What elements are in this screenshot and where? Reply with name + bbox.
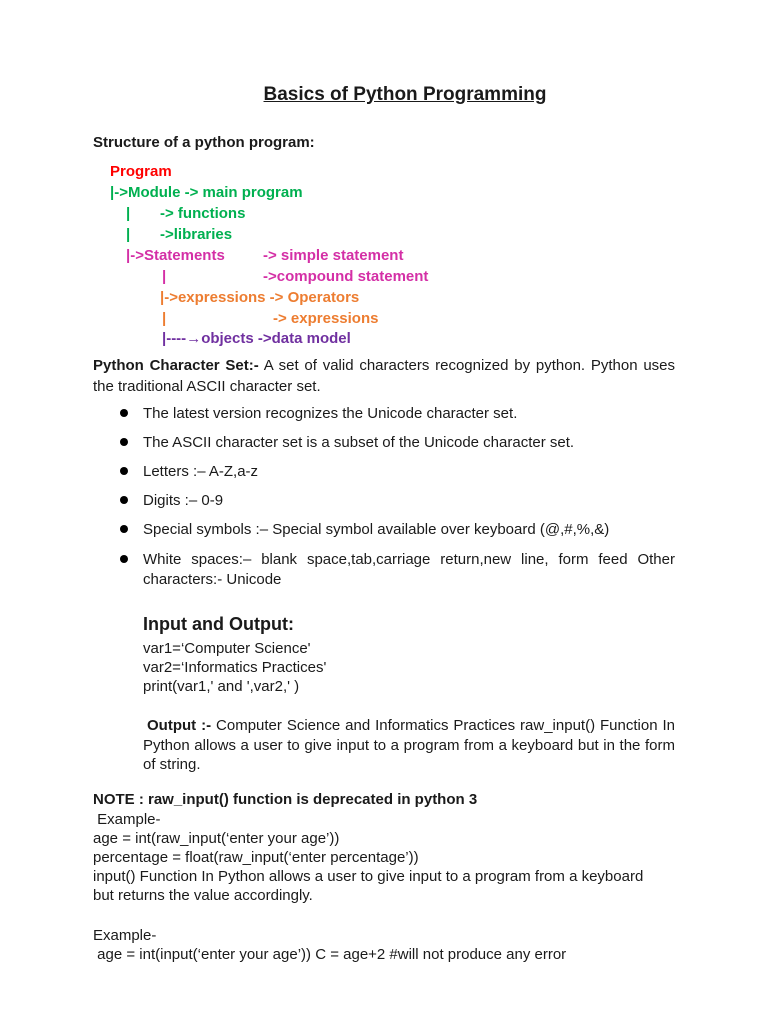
list-item: Letters :– A-Z,a-z (143, 463, 259, 480)
example2-code: age = int(input(‘enter your age’)) C = age+2 #will not produce any error (93, 946, 567, 963)
example-line: age = int(raw_input(‘enter your age’)) (93, 830, 340, 847)
charset-text: A set of valid characters recognized by python. Python uses the traditional ASCII character set. (93, 357, 675, 395)
list-item: The latest version recognizes the Unicode character set. (143, 405, 518, 422)
bullet-dot (120, 496, 128, 504)
example2-label: Example- (93, 927, 157, 944)
arrow-right-icon: → (186, 330, 202, 347)
output-paragraph (143, 716, 675, 775)
example-line: Example- (93, 811, 161, 828)
list-item: Digits :– 0-9 (143, 492, 224, 509)
tree-objects (162, 330, 351, 347)
tree-pipe: | (162, 268, 167, 285)
code-line: var2=‘Informatics Practices' (143, 659, 327, 676)
example-line: percentage = float(raw_input(‘enter percentage’)) (93, 849, 419, 866)
io-heading: Input and Output: (143, 614, 294, 634)
tree-compound-statement: ->compound statement (263, 268, 429, 285)
structure-heading: Structure of a python program: (93, 134, 315, 151)
tree-pipe: | (126, 226, 131, 243)
tree-libraries: ->libraries (160, 226, 233, 243)
example-line: but returns the value accordingly. (93, 887, 313, 904)
list-item: The ASCII character set is a subset of the Unicode character set. (143, 434, 575, 451)
tree-pipe: | (162, 310, 167, 327)
tree-expressions-operators: |->expressions -> Operators (160, 289, 360, 306)
bullet-dot (120, 525, 128, 533)
tree-data-model: ->data model (257, 330, 351, 347)
code-line: print(var1,' and ',var2,' ) (143, 678, 300, 695)
output-text: Computer Science and Informatics Practices raw_input() Function In Python allows a user to give input to a program from a keyboard but in the form of string. (143, 717, 675, 773)
page-title: Basics of Python Programming (263, 84, 547, 105)
tree-objects-prefix: |---- (162, 330, 187, 347)
note-line: NOTE : raw_input() function is deprecated in python 3 (93, 791, 478, 808)
tree-expressions: -> expressions (273, 310, 379, 327)
list-item: Special symbols :– Special symbol available over keyboard (@,#,%,&) (143, 521, 610, 538)
code-line: var1=‘Computer Science' (143, 640, 311, 657)
bullet-dot (120, 467, 128, 475)
charset-label: Python Character Set:- (93, 357, 259, 374)
tree-pipe: | (126, 205, 131, 222)
output-label: Output :- (147, 717, 212, 734)
charset-paragraph (93, 355, 675, 397)
bullet-dot (120, 555, 128, 563)
list-item: White spaces:– blank space,tab,carriage return,new line, form feed Other characters:- Unicode (143, 551, 675, 588)
tree-statements: |->Statements (126, 247, 225, 264)
tree-functions: -> functions (160, 205, 246, 222)
tree-program: Program (110, 163, 172, 180)
tree-simple-statement: -> simple statement (263, 247, 404, 264)
bullet-dot (120, 409, 128, 417)
tree-module: |->Module -> main program (110, 184, 303, 201)
example-line: input() Function In Python allows a user to give input to a program from a keyboard (93, 868, 644, 885)
tree-objects-word: objects (201, 330, 254, 347)
bullet-dot (120, 438, 128, 446)
